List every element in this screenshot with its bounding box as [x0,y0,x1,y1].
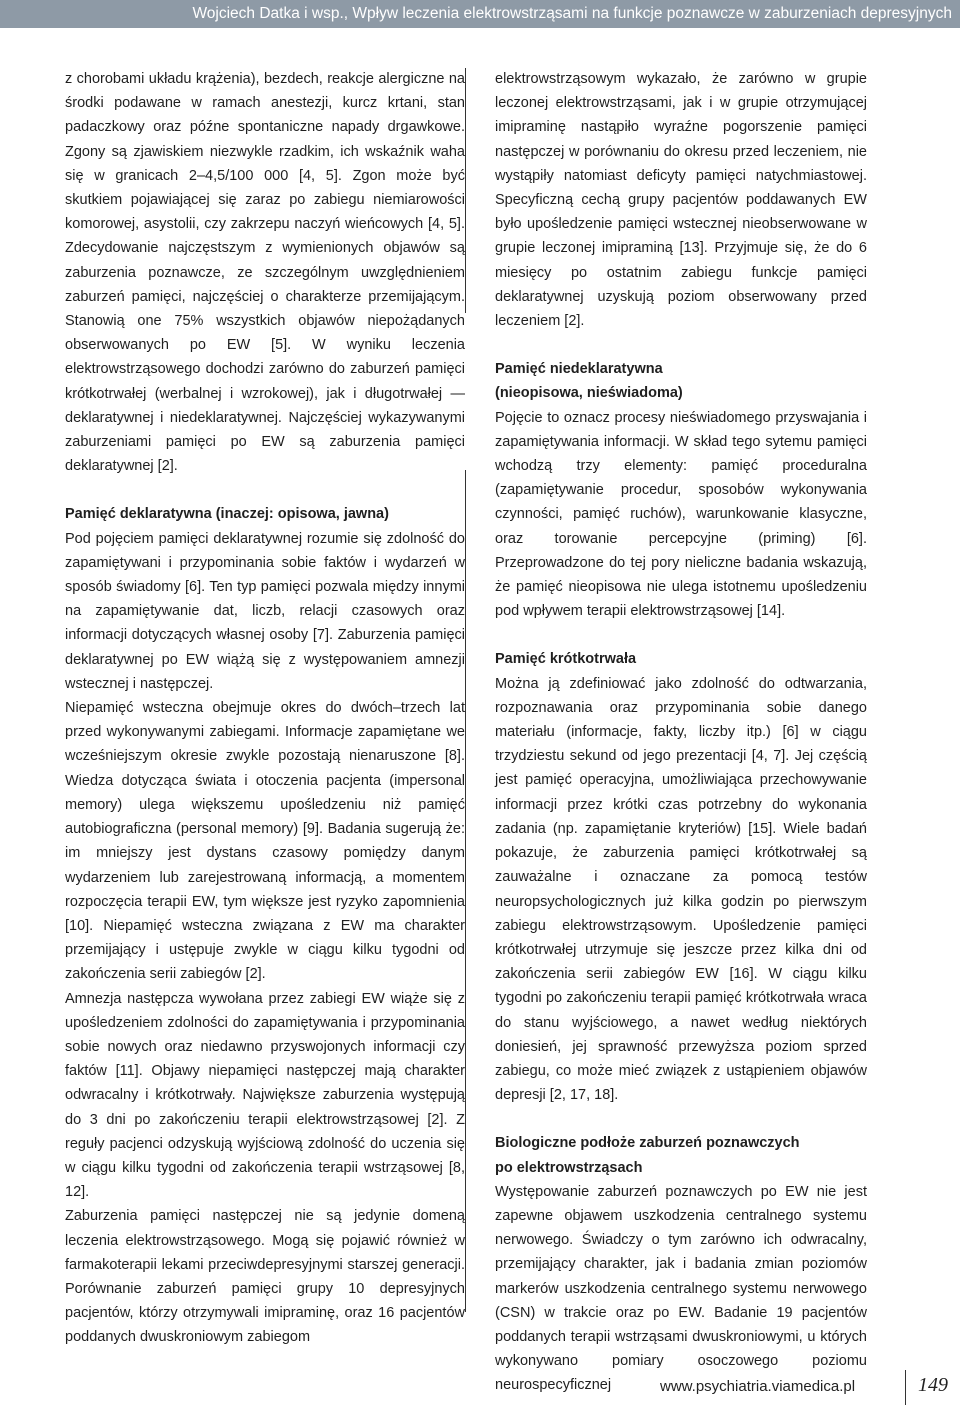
body-paragraph: Pod pojęciem pamięci deklaratywnej rozumie się zdolność do zapamiętywani i przypominania sobie faktów i wydarzeń w sposób świadomy [6]. Ten typ pamięci pozwala między innymi na zapamiętywanie dat, liczb, relacji czasowych oraz informacji dotyczących własnej osoby [7]. Zaburzenia pamięci deklaratywnej po EW wiążą się z występowaniem amnezji wstecznej i następczej. [65,530,465,692]
footer-url[interactable]: www.psychiatria.viamedica.pl [660,1378,856,1395]
body-paragraph: Występowanie zaburzeń poznawczych po EW nie jest zapewne objawem uszkodzenia centralnego systemu nerwowego. Świadczy o tym zarówno ich odwracalny, przemijający charakter, jak i badania zmian poziomów markerów uszkodzenia centralnego systemu nerwowego (CSN) w trakcie oraz po EW. Badanie 19 pacjentów poddanych terapii wstrząsami dwuskroniowymi, u których wykonywano pomiary osoczowego poziomu neurospecyficznej [495,1183,867,1394]
section-heading [495,357,867,405]
body-paragraph: Można ją zdefiniować jako zdolność do odtwarzania, rozpoznawania oraz przypominania sobie danego materiału (informacje, fakty, liczby itp.) [6] w ciągu trzydziestu sekund od jego prezentacji [4, 7]. Jej częścią jest pamięć operacyjna, umożliwiająca przechowywanie informacji przez krótki czas potrzebny do wykonania zadania (np. zapamiętanie kryteriów) [15]. Wiele badań pokazuje, że zaburzenia pamięci krótkotrwałej są zauważalne i oznaczane za pomocą testów neuropsychologicznych już kilka godzin po pierwszym zabiegu elektrowstrząsowym. Upośledzenie pamięci krótkotrwałej utrzymuje się jeszcze przez kilka dni od zakończenia serii zabiegów EW [16]. W ciągu kilku tygodni po zakończeniu terapii pamięć krótkotrwała wraca do stanu wyjściowego, a nawet według niektórych doniesień, jej sprawność przewyższa poziom sprzed zabiegu, co może mieć związek z ustąpieniem objawów depresji [2, 17, 18]. [495,675,867,1104]
footer-divider [905,1370,906,1405]
heading-line: po elektrowstrząsach [495,1159,643,1176]
column-divider-bottom [465,470,466,1312]
body-paragraph: z chorobami układu krążenia), bezdech, reakcje alergiczne na środki podawane w ramach anestezji, kurcz krtani, stan padaczkowy oraz późne spontaniczne napady drgawkowe. Zgony są zjawiskiem niezwykle rzadkim, ich wskaźnik waha się w granicach 2–4,5/100 000 [4, 5]. Zgon może być skutkiem pojawiającej się zaraz po zabiegu niemiarowości komorowej, asystolii, czy zakrzepu naczyń wieńcowych [4, 5]. Zdecydowanie najczęstszym z wymienionych objawów są zaburzenia poznawcze, ze szczególnym uwzględnieniem zaburzeń pamięci, najczęściej o charakterze przemijającym. Stanowią one 75% wszystkich objawów niepożądanych obserwowanych po EW [5]. W wyniku leczenia elektrowstrząsowego dochodzi zarówno do zaburzeń pamięci krótkotrwałej (werbalnej i wzrokowej), jak i długotrwałej — deklaratywnej i niedeklaratywnej. Najczęściej wykazywanymi zaburzeniami pamięci po EW są zaburzenia pamięci deklaratywnej [2]. [65,71,465,475]
page-number: 149 [918,1374,948,1396]
section-heading: Pamięć deklaratywna (inaczej: opisowa, jawna) [65,506,389,523]
left-column [65,67,465,1350]
heading-line: Pamięć niedeklaratywna [495,361,663,378]
body-paragraph: Pojęcie to oznacz procesy nieświadomego przyswajania i zapamiętywania informacji. W skład tego sytemu pamięci wchodzą trzy elementy: pamięć proceduralna (zapamiętywanie procedur, sposobów wykonywania czynności, pamięć ruchów), warunkowanie klasyczne, oraz torowanie percepcyjne (priming) [6]. Przeprowadzone do tej pory nieliczne badania wskazują, że pamięć nieopisowa nie ulega istotnemu upośledzeniu pod wpływem terapii elektrowstrząsowej [14]. [495,409,867,620]
right-column [495,67,867,1398]
body-paragraph: Zaburzenia pamięci następczej nie są jedynie domeną leczenia elektrowstrząsowego. Mogą się pojawić również w farmakoterapii lekami przeciwdepresyjnymi starszej generacji. Porównanie zaburzeń pamięci grupy 10 depresyjnych pacjentów, którzy otrzymywali imipraminę, oraz 16 pacjentów poddanych dwuskroniowym zabiegom [65,1208,465,1346]
body-paragraph: Niepamięć wsteczna obejmuje okres do dwóch–trzech lat przed wykonywanymi zabiegami. Informacje zapamiętane we wcześniejszym okresie zwykle pozostają nienaruszone [8]. Wiedza dotycząca świata i otoczenia pacjenta (impersonal memory) ulega większemu upośledzeniu niż pamięć autobiograficzna (personal memory) [9]. Badania sugerują że: im mniejszy jest dystans czasowy pomiędzy danym wydarzeniem lub zarejestrowaną informacją, a momentem rozpoczęcia terapii EW, tym większe jest ryzyko zapomnienia [10]. Niepamięć wsteczna związana z EW ma charakter przemijający i ustępuje zwykle w ciągu kilku tygodni od zakończenia serii zabiegów [2]. [65,700,465,983]
heading-line: (nieopisowa, nieświadoma) [495,385,683,402]
section-heading: Pamięć krótkotrwała [495,651,637,668]
body-paragraph: elektrowstrząsowym wykazało, że zarówno w grupie leczonej elektrowstrząsami, jak i w grupie otrzymującej imipraminę nastąpiło wyraźne pogorszenie pamięci następczej w porównaniu do okresu przed leczeniem, nie wystąpiły natomiast deficyty pamięci natychmiastowej. Specyficzną cechą grupy pacjentów poddawanych EW było upośledzenie pamięci wstecznej nieobserwowane w grupie leczonej imipraminą [13]. Przyjmuje się, że do 6 miesięcy po ostatnim zabiegu funkcje pamięci deklaratywnej uzyskują poziom obserwowany przed leczeniem [2]. [495,71,867,330]
body-paragraph: Amnezja następcza wywołana przez zabiegi EW wiąże się z upośledzeniem zdolności do zapamiętywania i przypominania sobie nowych oraz niedawno przyswojonych informacji czy faktów [11]. Objawy niepamięci następczej mają charakter odwracalny i krótkotrwały. Największe zaburzenia występują do 3 dni po zakończeniu terapii elektrowstrząsowej [2]. Z reguły pacjenci odzyskują wyjściową zdolność do uczenia się w ciągu kilku tygodni od zakończenia terapii wstrząsowej [8, 12]. [65,990,465,1201]
section-heading [495,1131,867,1179]
running-head: Wojciech Datka i wsp., Wpływ leczenia elektrowstrząsami na funkcje poznawcze w zaburzeniach depresyjnych [0,0,960,28]
heading-line: Biologiczne podłoże zaburzeń poznawczych [495,1135,800,1152]
column-divider-top [465,68,466,313]
